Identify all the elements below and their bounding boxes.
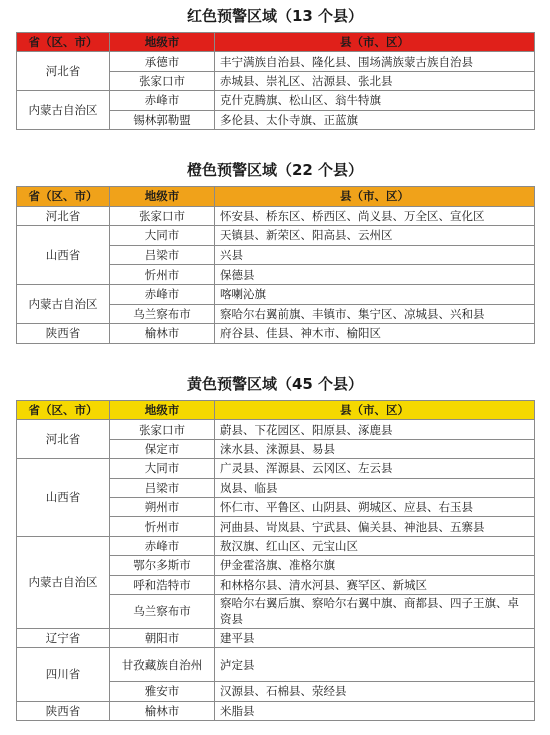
city-cell: 忻州市 [110, 517, 215, 536]
county-cell: 察哈尔右翼前旗、丰镇市、集宁区、凉城县、兴和县 [215, 304, 535, 324]
yellow-zone-title: 黄色预警区域（45 个县） [186, 375, 364, 393]
table-row [17, 91, 535, 110]
table-row [17, 284, 535, 304]
city-cell: 张家口市 [110, 71, 215, 90]
county-cell: 兴县 [215, 245, 535, 265]
county-cell: 汉源县、石棉县、荥经县 [215, 682, 535, 701]
city-cell: 甘孜藏族自治州 [110, 648, 215, 682]
province-cell: 四川省 [17, 648, 110, 701]
county-cell: 泸定县 [215, 648, 535, 682]
header-row [17, 187, 535, 207]
city-cell: 吕梁市 [110, 478, 215, 497]
city-cell: 大同市 [110, 459, 215, 478]
province-cell: 辽宁省 [17, 628, 110, 647]
county-cell: 赤城县、崇礼区、沽源县、张北县 [215, 71, 535, 90]
table-row [17, 536, 535, 555]
county-cell: 广灵县、浑源县、云冈区、左云县 [215, 459, 535, 478]
city-cell: 赤峰市 [110, 91, 215, 110]
header-province: 省（区、市） [17, 187, 110, 207]
county-cell: 府谷县、佳县、神木市、榆阳区 [215, 324, 535, 344]
city-cell: 承德市 [110, 52, 215, 71]
province-cell: 内蒙古自治区 [17, 284, 110, 323]
header-county: 县（市、区） [215, 401, 535, 420]
city-cell: 鄂尔多斯市 [110, 556, 215, 575]
county-cell: 米脂县 [215, 701, 535, 720]
table-row [17, 648, 535, 682]
city-cell: 赤峰市 [110, 284, 215, 304]
city-cell: 朔州市 [110, 497, 215, 516]
province-cell: 河北省 [17, 206, 110, 226]
orange-zone-table [16, 186, 535, 344]
county-cell: 怀仁市、平鲁区、山阴县、朔城区、应县、右玉县 [215, 497, 535, 516]
header-province: 省（区、市） [17, 401, 110, 420]
city-cell: 榆林市 [110, 701, 215, 720]
county-cell: 保德县 [215, 265, 535, 285]
table-row [17, 701, 535, 720]
county-cell: 察哈尔右翼后旗、察哈尔右翼中旗、商都县、四子王旗、卓资县 [215, 594, 535, 628]
county-cell: 怀安县、桥东区、桥西区、尚义县、万全区、宣化区 [215, 206, 535, 226]
header-province: 省（区、市） [17, 33, 110, 52]
county-cell: 伊金霍洛旗、准格尔旗 [215, 556, 535, 575]
county-cell: 敖汉旗、红山区、元宝山区 [215, 536, 535, 555]
province-cell: 内蒙古自治区 [17, 91, 110, 130]
header-city: 地级市 [110, 401, 215, 420]
header-county: 县（市、区） [215, 187, 535, 207]
province-cell: 山西省 [17, 226, 110, 285]
county-cell: 和林格尔县、清水河县、赛罕区、新城区 [215, 575, 535, 594]
city-cell: 忻州市 [110, 265, 215, 285]
province-cell: 山西省 [17, 459, 110, 537]
red-zone-table [16, 32, 535, 130]
table-row [17, 226, 535, 246]
table-row [17, 420, 535, 439]
city-cell: 朝阳市 [110, 628, 215, 647]
yellow-zone-table [16, 400, 535, 721]
table-row [17, 459, 535, 478]
county-cell: 河曲县、岢岚县、宁武县、偏关县、神池县、五寨县 [215, 517, 535, 536]
county-cell: 丰宁满族自治县、隆化县、围场满族蒙古族自治县 [215, 52, 535, 71]
county-cell: 克什克腾旗、松山区、翁牛特旗 [215, 91, 535, 110]
county-cell: 岚县、临县 [215, 478, 535, 497]
county-cell: 涞水县、涞源县、易县 [215, 439, 535, 458]
province-cell: 河北省 [17, 52, 110, 91]
county-cell: 喀喇沁旗 [215, 284, 535, 304]
table-row [17, 52, 535, 71]
city-cell: 呼和浩特市 [110, 575, 215, 594]
city-cell: 张家口市 [110, 206, 215, 226]
header-county: 县（市、区） [215, 33, 535, 52]
city-cell: 乌兰察布市 [110, 304, 215, 324]
city-cell: 榆林市 [110, 324, 215, 344]
city-cell: 雅安市 [110, 682, 215, 701]
header-city: 地级市 [110, 187, 215, 207]
city-cell: 吕梁市 [110, 245, 215, 265]
county-cell: 蔚县、下花园区、阳原县、涿鹿县 [215, 420, 535, 439]
province-cell: 河北省 [17, 420, 110, 459]
header-row [17, 33, 535, 52]
city-cell: 大同市 [110, 226, 215, 246]
county-cell: 建平县 [215, 628, 535, 647]
table-row [17, 206, 535, 226]
header-city: 地级市 [110, 33, 215, 52]
county-cell: 天镇县、新荣区、阳高县、云州区 [215, 226, 535, 246]
city-cell: 赤峰市 [110, 536, 215, 555]
province-cell: 内蒙古自治区 [17, 536, 110, 628]
province-cell: 陕西省 [17, 324, 110, 344]
city-cell: 锡林郭勒盟 [110, 110, 215, 129]
city-cell: 保定市 [110, 439, 215, 458]
county-cell: 多伦县、太仆寺旗、正蓝旗 [215, 110, 535, 129]
city-cell: 乌兰察布市 [110, 594, 215, 628]
province-cell: 陕西省 [17, 701, 110, 720]
orange-zone-title: 橙色预警区域（22 个县） [186, 161, 364, 179]
header-row [17, 401, 535, 420]
city-cell: 张家口市 [110, 420, 215, 439]
table-row [17, 628, 535, 647]
table-row [17, 324, 535, 344]
red-zone-title: 红色预警区域（13 个县） [186, 7, 364, 25]
